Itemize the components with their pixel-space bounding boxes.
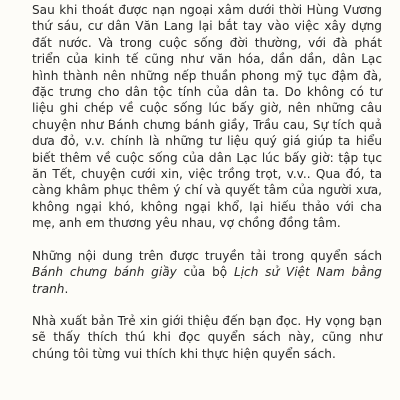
book-info-text-1: Những nội dung trên được truyền tải trong quyển sách (32, 248, 382, 263)
book-title: Bánh chưng bánh giầy (32, 265, 177, 280)
intro-paragraph: Sau khi thoát được nạn ngoại xâm dưới thời Hùng Vương thứ sáu, cư dân Văn Lang lại bắt tay vào việc xây dựng đất nước. Và trong cuộc sống đời thường, với đà phát triển của kinh tế cũng như văn hóa, dần dần, dân Lạc hình thành nên những nếp thuần phong mỹ tục đậm đà, đặc trưng cho dân tộc tính của dân ta. Do không có tư liệu ghi chép về cuộc sống lúc bấy giờ, nên những câu chuyện như Bánh chưng bánh giầy, Trầu cau, Sự tích quả dưa đỏ, v.v. chính là những tư liệu quý giá giúp ta hiểu biết thêm về cuộc sống của dân Lạc lúc bấy giờ: tập tục ăn Tết, chuyện cưới xin, việc trồng trọt, v.v.. Qua đó, ta càng khâm phục thêm ý chí và quyết tâm của người xưa, không ngại khó, không ngại khổ, lại hiếu thảo với cha mẹ, anh em thương yêu nhau, vợ chồng đồng tâm. (32, 3, 382, 231)
book-info-text-3: . (64, 281, 69, 296)
book-info-text-2: của bộ (176, 265, 234, 280)
series-title: Lịch sử Việt Nam bằng tranh (32, 265, 382, 296)
paragraph-spacer (32, 297, 382, 313)
publisher-paragraph: Nhà xuất bản Trẻ xin giới thiệu đến bạn đọc. Hy vọng bạn sẽ thấy thích thú khi đọc quyển sách này, cũng như chúng tôi từng vui thích khi thực hiện quyển sách. (32, 313, 382, 361)
paragraph-spacer (32, 232, 382, 248)
book-info-paragraph (32, 248, 382, 297)
